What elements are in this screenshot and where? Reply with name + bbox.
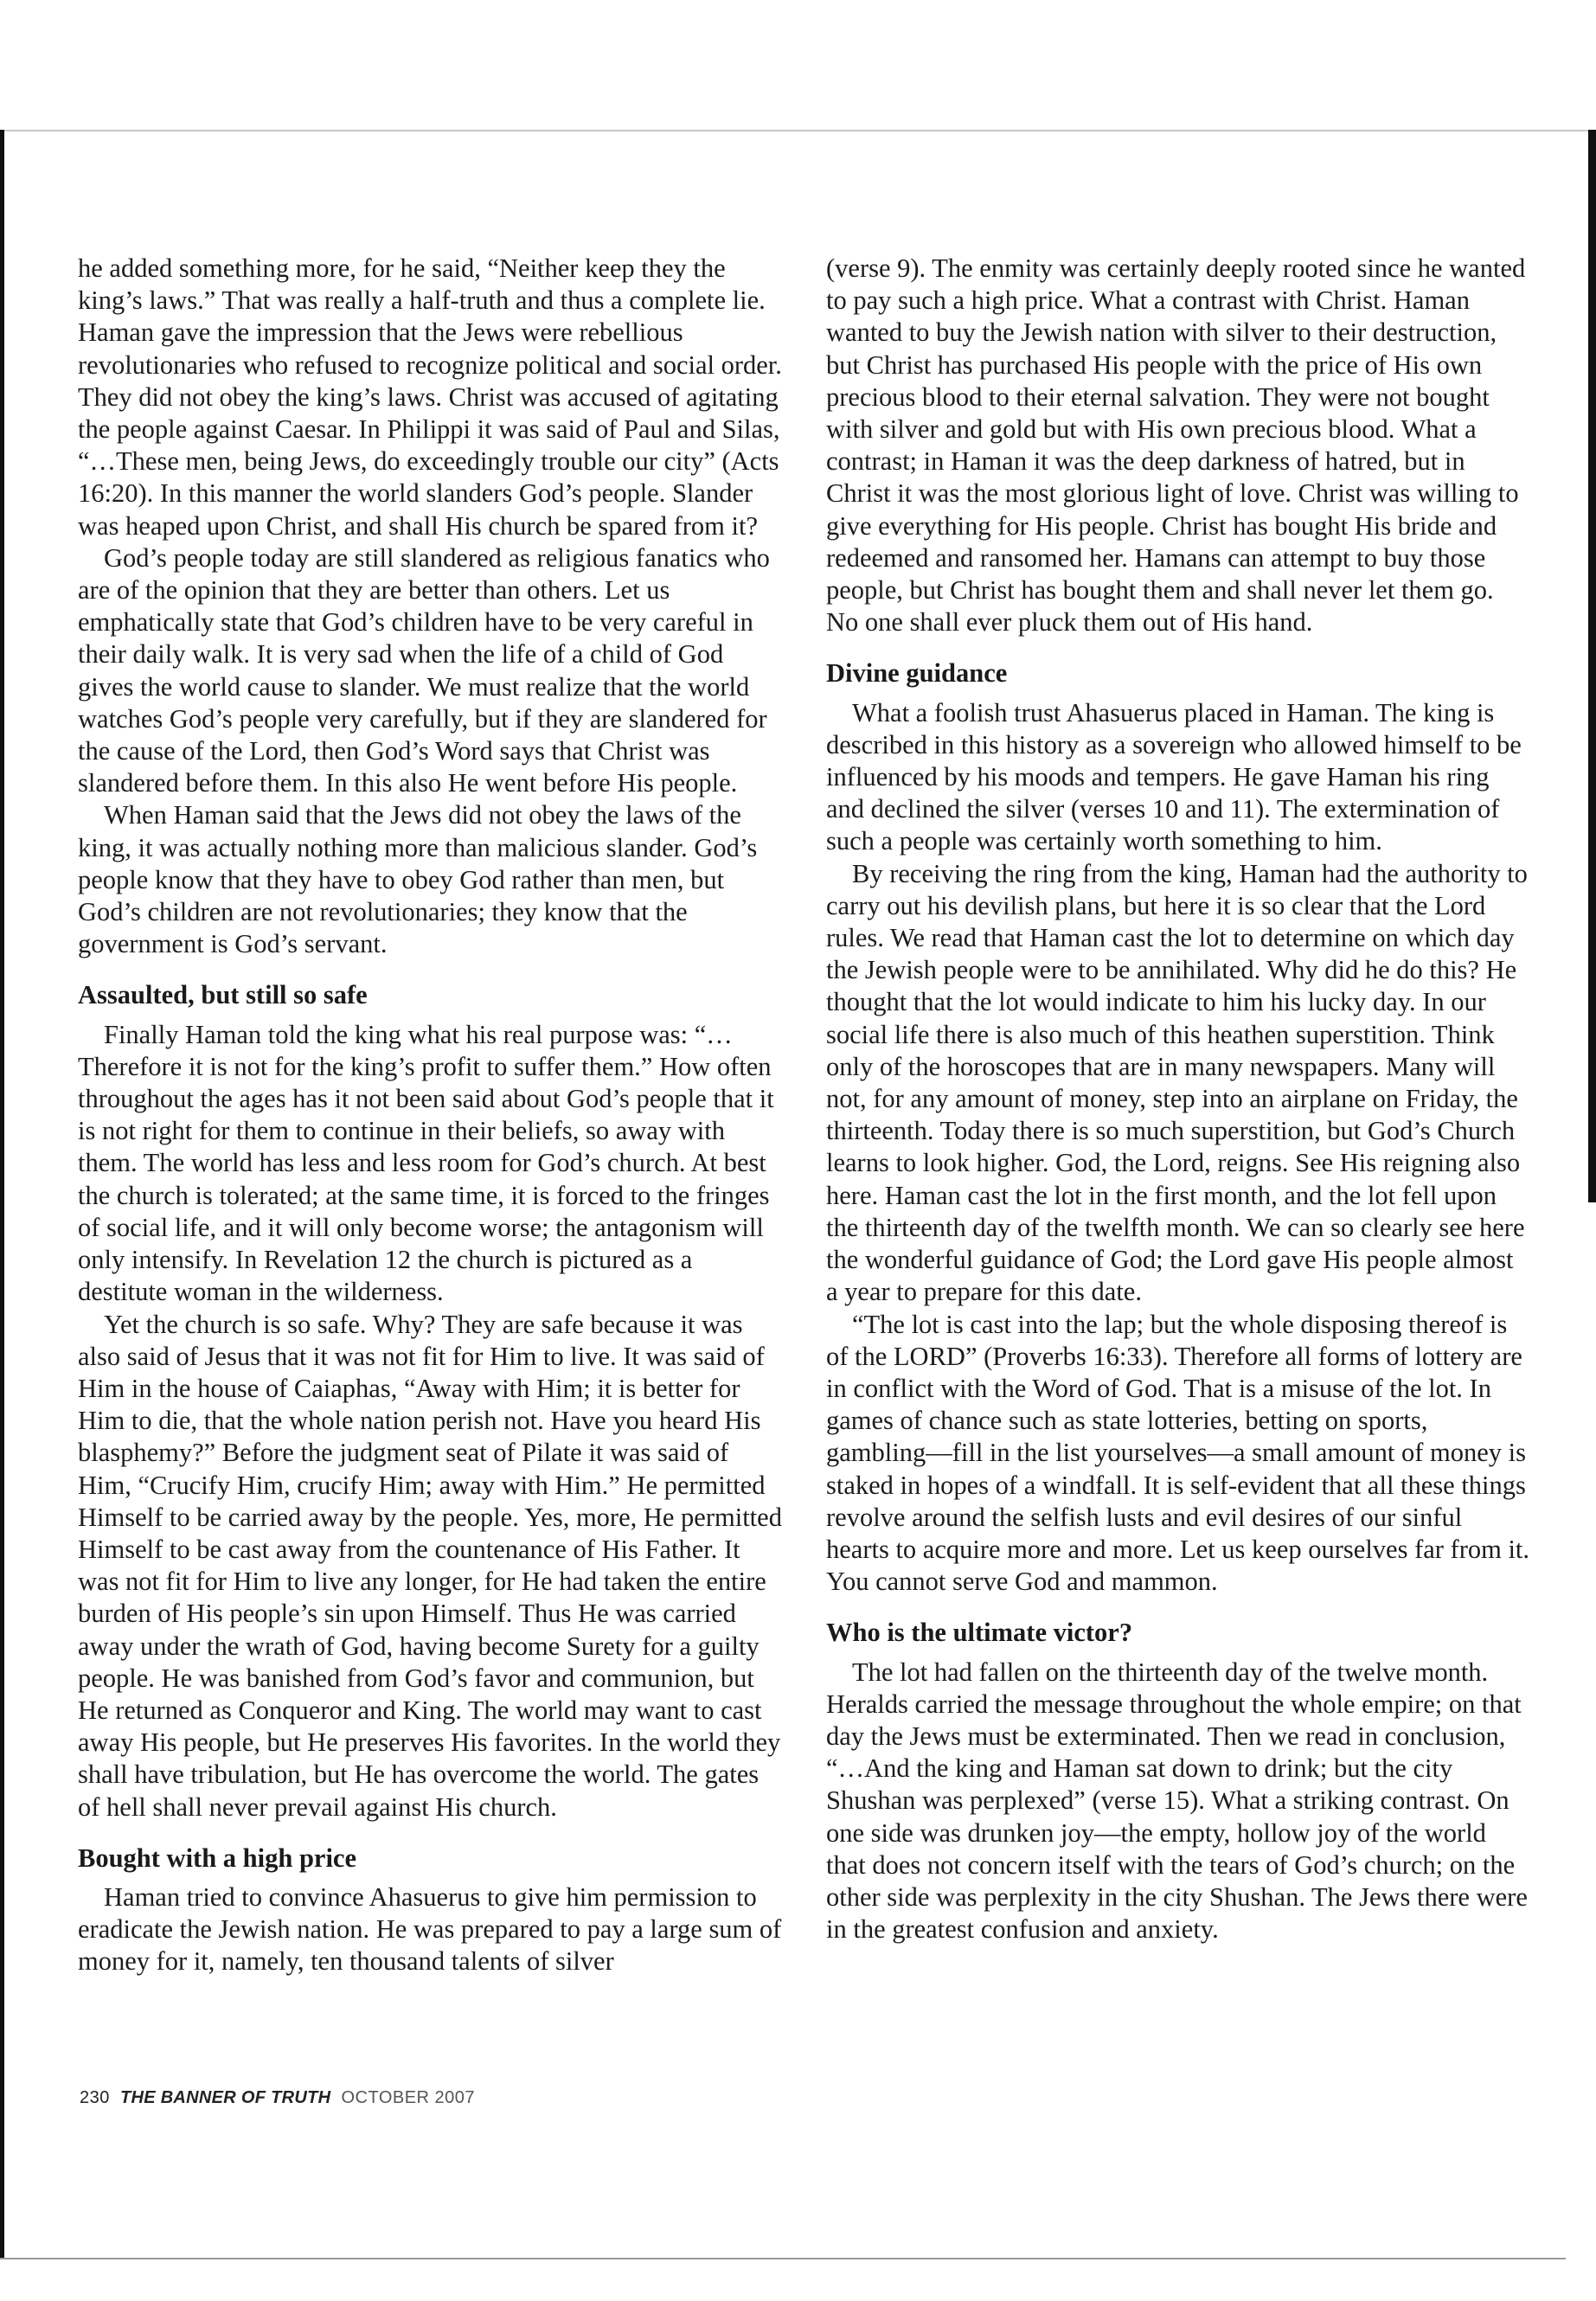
top-border-rule [0, 130, 1596, 131]
body-paragraph: Yet the church is so safe. Why? They are safe because it was also said of Jesus that it was not fit for Him to live. It was said of Him in the house of Caiaphas, “Away with Him; it is better for Him to die, that the whole nation perish not. Have you heard His blasphemy?” Before the judgment seat of Pilate it was said of Him, “Crucify Him, crucify Him; away with Him.” He permitted Himself to be carried away by the people. Yes, more, He permitted Himself to be cast away from the countenance of His Father. It was not fit for Him to live any longer, for He had taken the entire burden of His people’s sin upon Himself. Thus He was carried away under the wrath of God, having become Surety for a guilty people. He was banished from God’s favor and communion, but He returned as Conqueror and King. The world may want to cast away His people, but He preserves His favorites. In the world they shall have tribulation, but He has overcome the world. The gates of hell shall never prevail against His church. [78, 1309, 782, 1822]
body-paragraph: The lot had fallen on the thirteenth day of the twelve month. Heralds carried the message throughout the whole empire; on that day the Jews must be exterminated. Then we read in conclusion, “…And the king and Haman sat down to drink; but the city Shushan was perplexed” (verse 15). What a striking contrast. On one side was drunken joy—the empty, hollow joy of the world that does not concern itself with the tears of God’s church; on the other side was perplexity in the city Shushan. The Jews there were in the greatest confusion and anxiety. [826, 1657, 1528, 1945]
section-heading-bought: Bought with a high price [78, 1843, 356, 1873]
section-heading-divine-guidance: Divine guidance [826, 658, 1008, 689]
body-paragraph: When Haman said that the Jews did not obey the laws of the king, it was actually nothing more than malicious slander. God’s people know that they have to obey God rather than men, but God’s children are not revolutionaries; they know that the government is God’s servant. [78, 800, 758, 959]
right-page-edge [1588, 130, 1596, 1202]
page-footer [80, 2088, 475, 2108]
section-heading-assaulted: Assaulted, but still so safe [78, 980, 368, 1010]
right-column [826, 253, 1531, 1945]
body-paragraph: Haman tried to convince Ahasuerus to give him permission to eradicate the Jewish nation. He was prepared to pay a large sum of money for it, namely, ten thousand talents of silver [78, 1881, 782, 1977]
body-paragraph: (verse 9). The enmity was certainly deeply rooted since he wanted to pay such a high price. What a contrast with Christ. Haman wanted to buy the Jewish nation with silver to their destruction, but Christ has purchased His people with the price of His own precious blood to their eternal salvation. They were not bought with silver and gold but with His own precious blood. What a contrast; in Haman it was the deep darkness of hatred, but in Christ it was the most glorious light of love. Christ was willing to give everything for His people. Christ has bought His bride and redeemed and ransomed her. Hamans can attempt to buy those people, but Christ has bought them and shall never let them go. No one shall ever pluck them out of His hand. [826, 253, 1526, 638]
publication-title: THE BANNER OF TRUTH [119, 2088, 331, 2107]
page-number: 230 [80, 2088, 110, 2107]
left-column [78, 253, 783, 1978]
body-paragraph: By receiving the ring from the king, Haman had the authority to carry out his devilish plans, but here it is so clear that the Lord rules. We read that Haman cast the lot to determine on which day the Jewish people were to be annihilated. Why did he do this? He thought that the lot would indicate to him his lucky day. In our social life there is also much of this heathen superstition. Think only of the horoscopes that are in many newspapers. Many will not, for any amount of money, step into an airplane on Friday, the thirteenth. Today there is so much superstition, but God’s Church learns to look higher. God, the Lord, reigns. See His reigning also here. Haman cast the lot in the first month, and the lot fell upon the thirteenth day of the twelfth month. We can so clearly see here the wonderful guidance of God; the Lord gave His people almost a year to prepare for this date. [826, 858, 1528, 1307]
body-paragraph: he added something more, for he said, “Neither keep they the king’s laws.” That was really a half-truth and thus a complete lie. Haman gave the impression that the Jews were rebellious revolutionaries who refused to recognize political and social order. They did not obey the king’s laws. Christ was accused of agitating the people against Caesar. In Philippi it was said of Paul and Silas, “…These men, being Jews, do exceedingly trouble our city” (Acts 16:20). In this manner the world slanders God’s people. Slander was heaped upon Christ, and shall His church be spared from it? [78, 253, 782, 541]
body-paragraph: Finally Haman told the king what his real purpose was: “…Therefore it is not for the king’s profit to suffer them.” How often throughout the ages has it not been said about God’s people that it is not right for them to continue in their beliefs, so away with them. The world has less and less room for God’s church. At best the church is tolerated; at the same time, it is forced to the fringes of social life, and it will only become worse; the antagonism will only intensify. In Revelation 12 the church is pictured as a destitute woman in the wilderness. [78, 1019, 774, 1307]
body-paragraph: “The lot is cast into the lap; but the whole disposing thereof is of the LORD” (Proverbs 16:33). Therefore all forms of lottery are in conflict with the Word of God. That is a misuse of the lot. In games of chance such as state lotteries, betting on sports, gambling—fill in the list yourselves—a small amount of money is staked in hopes of a windfall. It is self-evident that all these things revolve around the selfish lusts and evil desires of our sinful hearts to acquire more and more. Let us keep ourselves far from it. You cannot serve God and mammon. [826, 1309, 1530, 1597]
body-paragraph: What a foolish trust Ahasuerus placed in Haman. The king is described in this history as a sovereign who allowed himself to be influenced by his moods and tempers. He gave Haman his ring and declined the silver (verses 10 and 11). The extermination of such a people was certainly worth something to him. [826, 697, 1522, 856]
issue-date: OCTOBER 2007 [341, 2088, 476, 2107]
bottom-border-rule [0, 2258, 1566, 2259]
section-heading-ultimate-victor: Who is the ultimate victor? [826, 1618, 1133, 1648]
body-paragraph: God’s people today are still slandered as religious fanatics who are of the opinion that they are better than others. Let us emphatically state that God’s children have to be very careful in their daily walk. It is very sad when the life of a child of God gives the world cause to slander. We must realize that the world watches God’s people very carefully, but if they are slandered for the cause of the Lord, then God’s Word says that Christ was slandered before them. In this also He went before His people. [78, 542, 770, 798]
left-page-edge [0, 130, 4, 2258]
